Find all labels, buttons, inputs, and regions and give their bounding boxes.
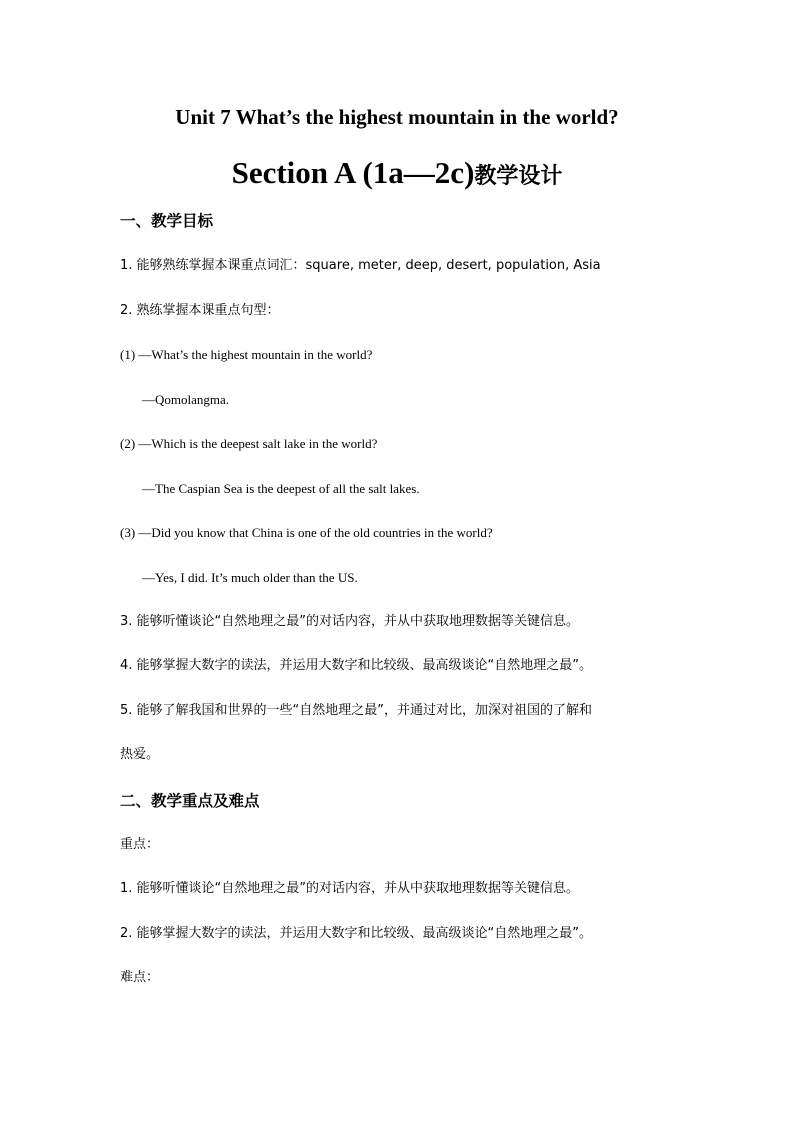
sentence-pattern-3-q: (3) —Did you know that China is one of the old countries in the world? [120, 525, 493, 540]
sentence-pattern-2-a: —The Caspian Sea is the deepest of all the salt lakes. [142, 481, 420, 496]
heading-key-and-difficult-points: 二、教学重点及难点 [120, 792, 260, 810]
key-point-1: 1. 能够听懂谈论“自然地理之最”的对话内容，并从中获取地理数据等关键信息。 [120, 881, 580, 896]
objective-4: 4. 能够掌握大数字的读法，并运用大数字和比较级、最高级谈论“自然地理之最”。 [120, 658, 593, 673]
sentence-pattern-1-a: —Qomolangma. [142, 392, 230, 407]
section-title-zh: 教学设计 [474, 164, 563, 189]
difficult-points-label: 难点： [120, 970, 160, 985]
objective-1: 1. 能够熟练掌握本课重点词汇：square, meter, deep, desert, population, Asia [120, 258, 601, 273]
sentence-pattern-1-q: (1) —What’s the highest mountain in the world? [120, 347, 373, 362]
key-point-2: 2. 能够掌握大数字的读法，并运用大数字和比较级、最高级谈论“自然地理之最”。 [120, 926, 593, 941]
key-points-label: 重点： [120, 837, 160, 852]
objective-3: 3. 能够听懂谈论“自然地理之最”的对话内容，并从中获取地理数据等关键信息。 [120, 614, 580, 629]
section-title-en: Section A (1a—2c) [231, 155, 475, 190]
sentence-pattern-2-q: (2) —Which is the deepest salt lake in the world? [120, 436, 378, 451]
sentence-pattern-3-a: —Yes, I did. It’s much older than the US. [142, 570, 358, 585]
unit-title: Unit 7 What’s the highest mountain in the world? [175, 105, 619, 129]
objective-2: 2. 熟练掌握本课重点句型： [120, 303, 280, 318]
objective-5-continued: 热爱。 [120, 747, 160, 762]
section-title [0, 150, 794, 202]
objective-5: 5. 能够了解我国和世界的一些“自然地理之最”，并通过对比，加深对祖国的了解和 [120, 703, 593, 718]
heading-teaching-objectives: 一、教学目标 [120, 212, 214, 230]
